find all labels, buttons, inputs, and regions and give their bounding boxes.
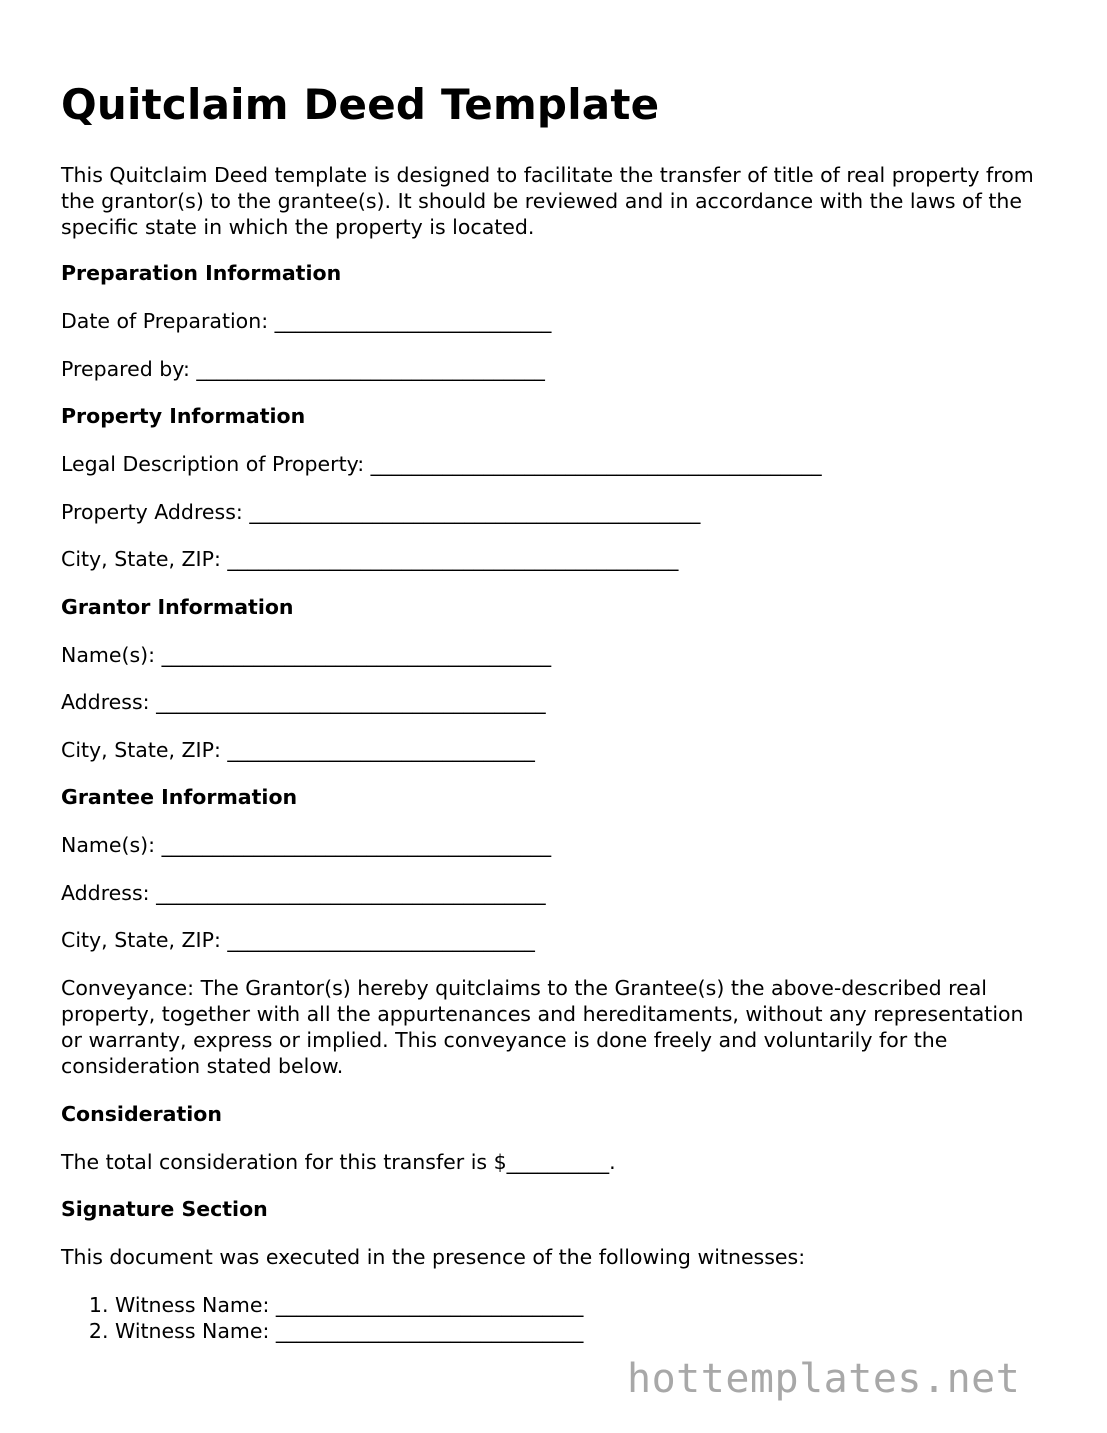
grantor-heading: Grantor Information — [61, 594, 294, 619]
consideration-field: The total consideration for this transfer is $__________. — [61, 1149, 616, 1174]
date-of-preparation-field: Date of Preparation: ___________________________ — [61, 309, 552, 333]
grantee-names-field: Name(s): ______________________________________ — [61, 833, 552, 857]
preparation-heading: Preparation Information — [61, 261, 342, 285]
property-address-field: Property Address: ____________________________________________ — [61, 499, 701, 524]
consideration-heading: Consideration — [61, 1101, 222, 1126]
witness-list — [61, 1292, 1051, 1344]
witness-name-field: 1. Witness Name: ______________________________ — [115, 1292, 1051, 1318]
intro-paragraph: This Quitclaim Deed template is designed to facilitate the transfer of title of real property from the grantor(s) to the grantee(s). It should be reviewed and in accordance with the laws of the specific state in which the property is located. — [61, 163, 1034, 239]
document-page — [61, 78, 1051, 1344]
conveyance-paragraph: Conveyance: The Grantor(s) hereby quitclaims to the Grantee(s) the above-described real property, together with all the appurtenances and hereditaments, without any representation or warranty, express or implied. This conveyance is done freely and voluntarily for the consideration stated below. — [61, 975, 1024, 1078]
property-heading: Property Information — [61, 404, 306, 428]
grantee-city-state-zip-field: City, State, ZIP: ______________________________ — [61, 928, 535, 952]
grantee-address-field: Address: ______________________________________ — [61, 880, 546, 905]
witness-statement: This document was executed in the presence of the following witnesses: — [61, 1245, 806, 1269]
grantor-city-state-zip-field: City, State, ZIP: ______________________________ — [61, 737, 535, 762]
document-title: Quitclaim Deed Template — [61, 80, 660, 129]
grantor-names-field: Name(s): ______________________________________ — [61, 642, 552, 667]
legal-description-field: Legal Description of Property: ____________________________________________ — [61, 452, 822, 476]
watermark: hottemplates.net — [627, 1356, 1021, 1402]
signature-heading: Signature Section — [61, 1197, 268, 1221]
grantor-address-field: Address: ______________________________________ — [61, 690, 546, 714]
prepared-by-field: Prepared by: __________________________________ — [61, 356, 545, 381]
witness-name-field: 2. Witness Name: ______________________________ — [115, 1318, 1051, 1344]
property-city-state-zip-field: City, State, ZIP: ____________________________________________ — [61, 547, 679, 571]
grantee-heading: Grantee Information — [61, 785, 298, 809]
